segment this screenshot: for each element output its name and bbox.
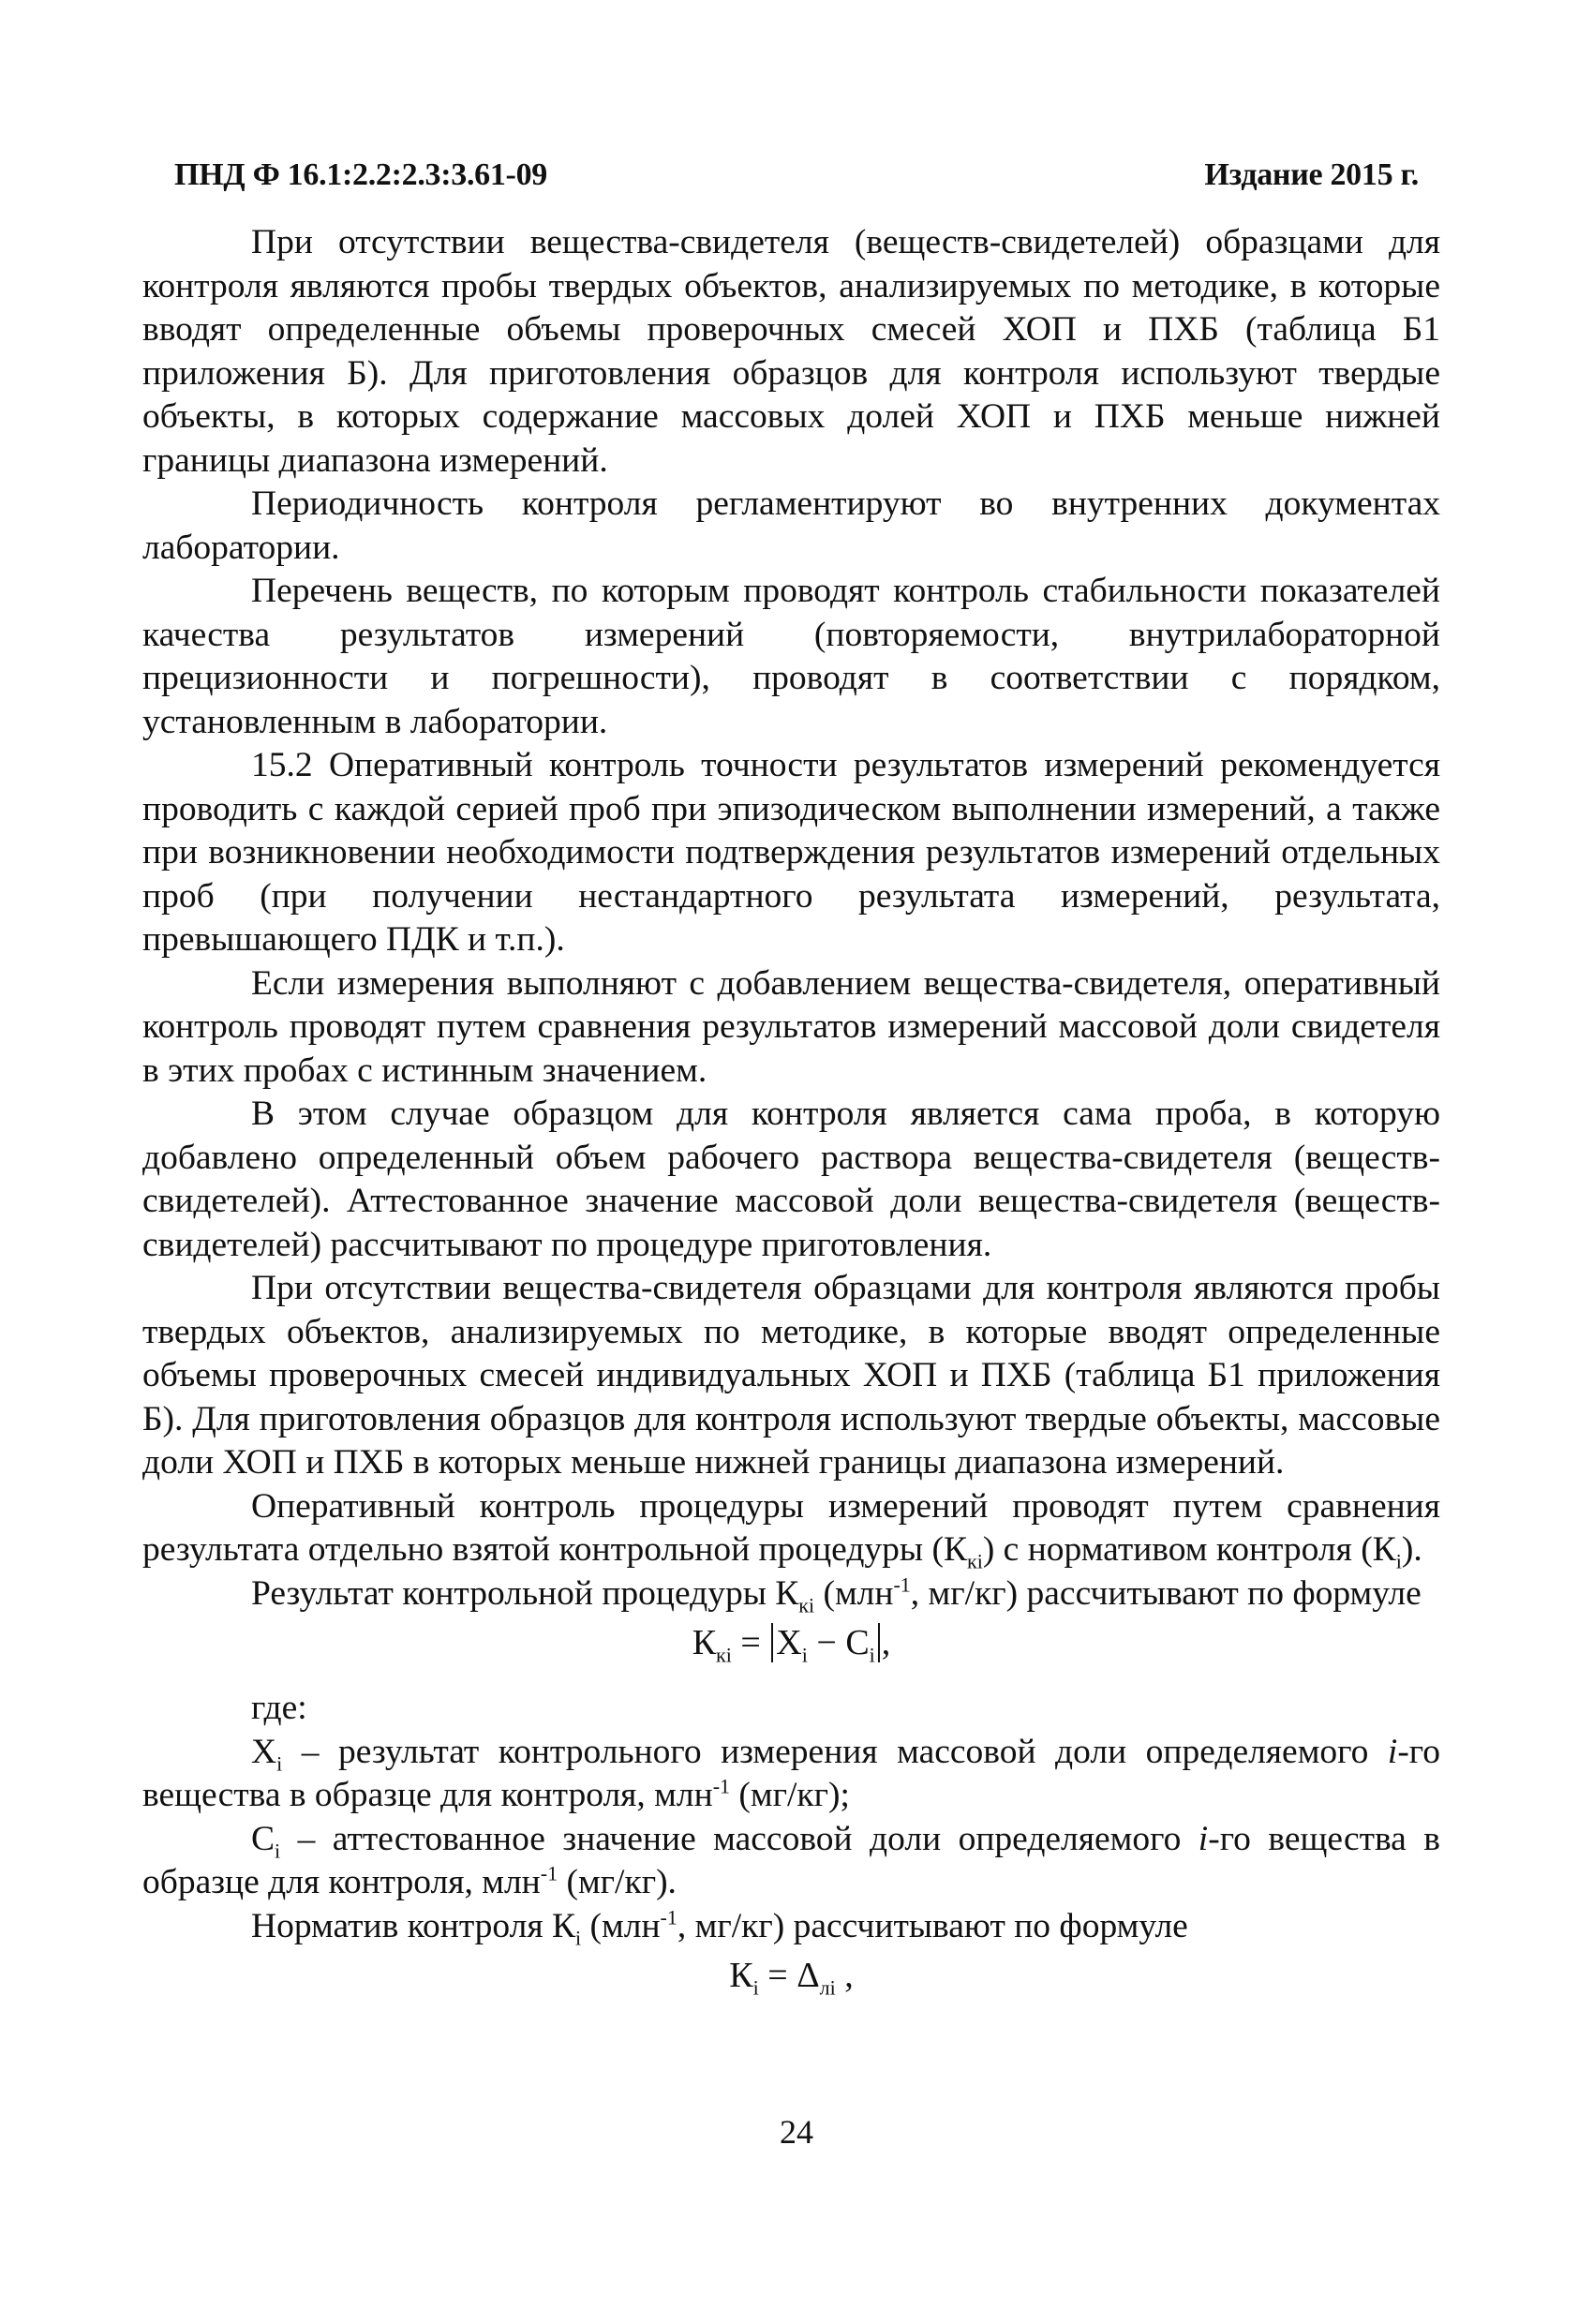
paragraph: Перечень веществ, по которым проводят контроль стабильности показателей качества результатов измерений (повторяемости, внутрилабораторной прецизионности и погрешности), проводят в соответствии с порядком, установленным в лаборатории. — [142, 572, 1440, 741]
definition-x: $X_i$ – результат контрольного измерения массовой доли определяемого i-го вещества в образце для контроля, млн$^{-1}$ (мг/кг); — [142, 1732, 1440, 1815]
paragraph: Если измерения выполняют с добавлением вещества-свидетеля, оперативный контроль проводят путем сравнения результатов измерений массовой доли свидетеля в этих пробах с истинным значением. — [142, 963, 1440, 1090]
paragraph-operative-control: Оперативный контроль процедуры измерений проводят путем сравнения результата отдельно взятой контрольной процедуры $(К_{кi})$ с нормативом контроля $(К_i)$. — [142, 1486, 1440, 1573]
paragraph: При отсутствии вещества-свидетеля образцами для контроля являются пробы твердых объектов, анализируемых по методике, в которые вводят определенные объемы проверочных смесей индивидуальных ХОП и ПХБ (таблица Б1 приложения Б). Для приготовления образцов для контроля используют твердые объекты, массовые доли ХОП и ПХБ в которых меньше нижней границы диапазона измерений. — [142, 1269, 1440, 1482]
paragraph-control-result: Результат контрольной процедуры $К_{кi}$ (млн$^{-1}$, мг/кг) рассчитывают по формуле — [251, 1572, 1422, 1616]
paragraph: 15.2 Оперативный контроль точности результатов измерений рекомендуется проводить с каждой серией проб при эпизодическом выполнении измерений, а также при возникновении необходимости подтверждения результатов измерений отдельных проб (при получении нестандартного результата измерений, результата, превышающего ПДК и т.п.). — [142, 746, 1440, 959]
paragraph: При отсутствии вещества-свидетеля (веществ-свидетелей) образцами для контроля являются пробы твердых объектов, анализируемых по методике, в которые вводят определенные объемы проверочных смесей ХОП и ПХБ (таблица Б1 приложения Б). Для приготовления образцов для контроля используют твердые объекты, в которых содержание массовых долей ХОП и ПХБ меньше нижней границы диапазона измерений. — [142, 223, 1440, 480]
edition-label: Издание 2015 г. — [1204, 157, 1419, 192]
document-body — [142, 221, 1440, 2019]
where-label: где: — [251, 1689, 307, 1728]
page-header — [174, 157, 1419, 193]
formula-control-result: $К_{кi} = X_i - C_i$ , — [692, 1623, 891, 1667]
paragraph-normative: Норматив контроля $К_i$ (млн$^{-1}$, мг/кг) рассчитывают по формуле — [251, 1905, 1188, 1950]
paragraph: Периодичность контроля регламентируют во внутренних документах лаборатории. — [142, 484, 1440, 567]
definition-c: $C_i$ – аттестованное значение массовой доли определяемого i-го вещества в образце для контроля, млн$^{-1}$ (мг/кг). — [142, 1819, 1440, 1902]
formula-normative: $К_i = \Delta_{лi}$ , — [729, 1956, 854, 2000]
document-code: ПНД Ф 16.1:2.2:2.3:3.61-09 — [174, 157, 547, 192]
page-number: 24 — [780, 2113, 813, 2151]
paragraph: В этом случае образцом для контроля является сама проба, в которую добавлено определенный объем рабочего раствора вещества-свидетеля (веществ-свидетелей). Аттестованное значение массовой доли вещества-свидетеля (веществ-свидетелей) рассчитывают по процедуре приготовления. — [142, 1095, 1440, 1264]
